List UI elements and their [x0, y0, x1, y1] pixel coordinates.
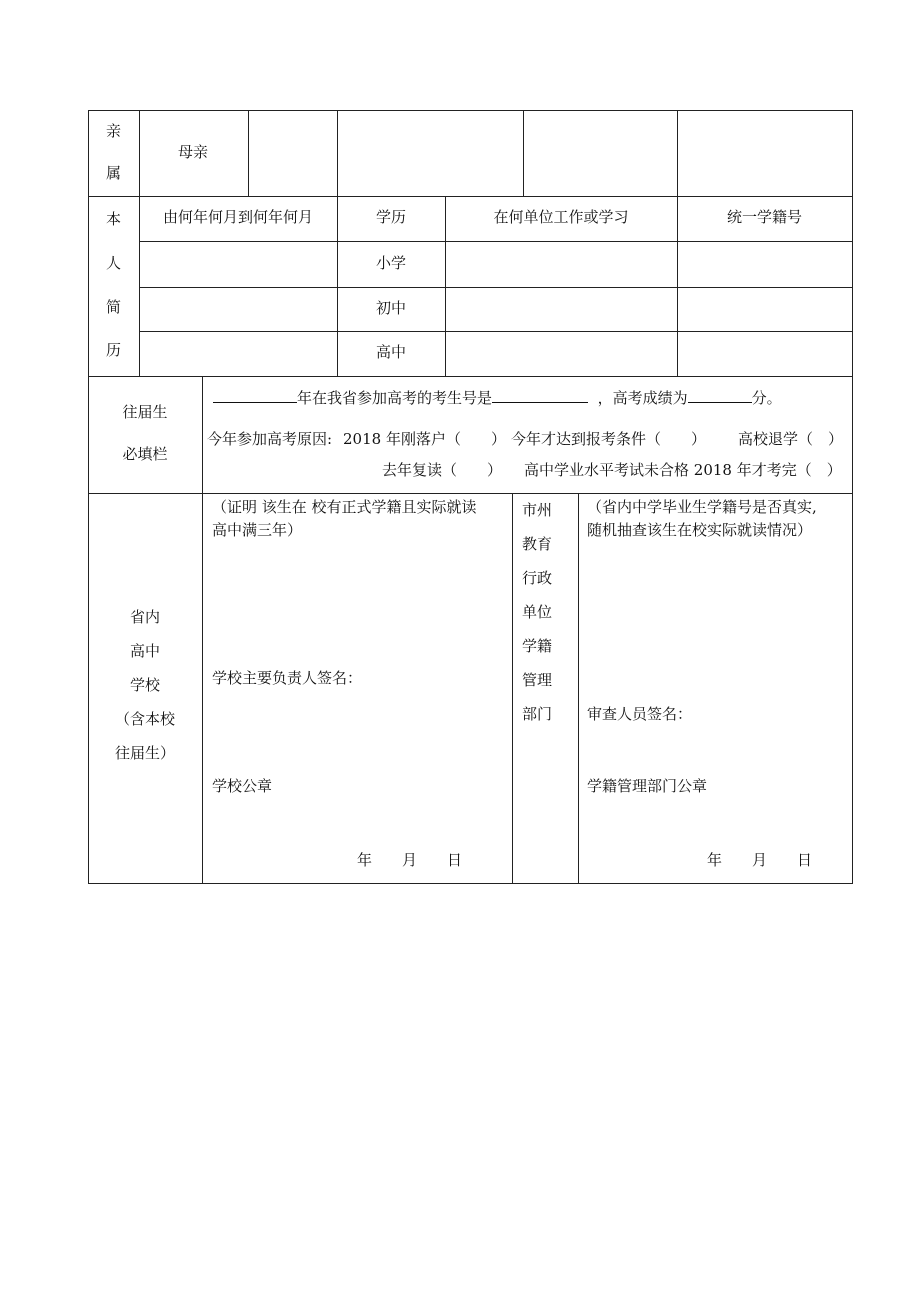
authority-note-line2: 随机抽查该生在校实际就读情况） [587, 521, 813, 539]
authority-signature: 审查人员签名： [587, 705, 693, 723]
row-divider [139, 287, 853, 288]
authority-label-line: 管理 [522, 671, 553, 689]
exam-line: 年在我省参加高考的考生号是 ，高考成绩为 分。 [213, 386, 782, 408]
reason-option-settled[interactable]: 2018 年刚落户（ ） [343, 430, 506, 448]
col-divider [677, 110, 678, 196]
header-period: 由何年何月到何年何月 [162, 208, 313, 226]
school-date: 年 月 日 [357, 851, 463, 869]
exam-score-blank[interactable] [688, 386, 752, 403]
relatives-label-2: 属 [106, 164, 122, 182]
authority-label-line: 单位 [522, 603, 553, 621]
col-divider [523, 110, 524, 196]
col-divider [202, 376, 203, 493]
authority-label-line: 学籍 [522, 637, 553, 655]
row-divider [139, 331, 853, 332]
authority-label-line: 行政 [522, 569, 553, 587]
header-student-id: 统一学籍号 [726, 208, 802, 226]
table-border-bottom [88, 883, 853, 884]
repeat-label-1: 往届生 [122, 403, 168, 421]
resume-label-3: 简 [106, 298, 122, 316]
resume-label-4: 历 [106, 341, 122, 359]
col-divider [337, 110, 338, 196]
exam-number-blank[interactable] [492, 386, 588, 403]
reason-label: 今年参加高考原因: [207, 430, 333, 448]
header-education: 学历 [375, 208, 406, 226]
school-seal: 学校公章 [212, 777, 273, 795]
row-divider [88, 196, 853, 197]
resume-label-2: 人 [106, 254, 122, 272]
authority-label-line: 教育 [522, 535, 553, 553]
school-label [88, 600, 202, 770]
authority-label [512, 493, 572, 731]
resume-label-1: 本 [106, 210, 122, 228]
header-workplace: 在何单位工作或学习 [493, 208, 629, 226]
row-junior: 初中 [375, 299, 406, 317]
reason-option-dropout[interactable]: 高校退学（ ） [738, 430, 844, 448]
col-divider [578, 493, 579, 883]
school-label-line: 高中 [129, 642, 160, 660]
exam-year-blank[interactable] [213, 386, 297, 403]
col-divider [202, 493, 203, 883]
school-label-line: 往届生） [114, 744, 175, 762]
school-cert-line2: 高中满三年） [212, 521, 303, 539]
school-cert-line1: （证明 该生在 校有正式学籍且实际就读 [212, 498, 477, 516]
reason-option-repeat[interactable]: 去年复读（ ） [382, 461, 503, 479]
school-signature: 学校主要负责人签名： [212, 669, 363, 687]
col-divider [139, 110, 140, 196]
table-border-right [852, 110, 853, 884]
col-divider [248, 110, 249, 196]
authority-date: 年 月 日 [707, 851, 813, 869]
row-divider [139, 241, 853, 242]
reason-option-eligible[interactable]: 今年才达到报考条件（ ） [511, 430, 707, 448]
school-label-line: 学校 [129, 676, 160, 694]
repeat-label-2: 必填栏 [122, 445, 168, 463]
school-label-line: （含本校 [114, 710, 175, 728]
authority-label-line: 部门 [522, 705, 553, 723]
school-label-line: 省内 [129, 608, 160, 626]
mother-label: 母亲 [178, 143, 209, 161]
authority-label-line: 市州 [522, 501, 553, 519]
authority-seal: 学籍管理部门公章 [587, 777, 708, 795]
authority-note-line1: （省内中学毕业生学籍号是否真实, [587, 498, 817, 516]
row-primary: 小学 [375, 254, 406, 272]
reason-option-proficiency[interactable]: 高中学业水平考试未合格 2018 年才考完（ ） [524, 461, 842, 479]
table-border-top [88, 110, 853, 111]
row-senior: 高中 [375, 343, 406, 361]
relatives-label-1: 亲 [106, 122, 122, 140]
